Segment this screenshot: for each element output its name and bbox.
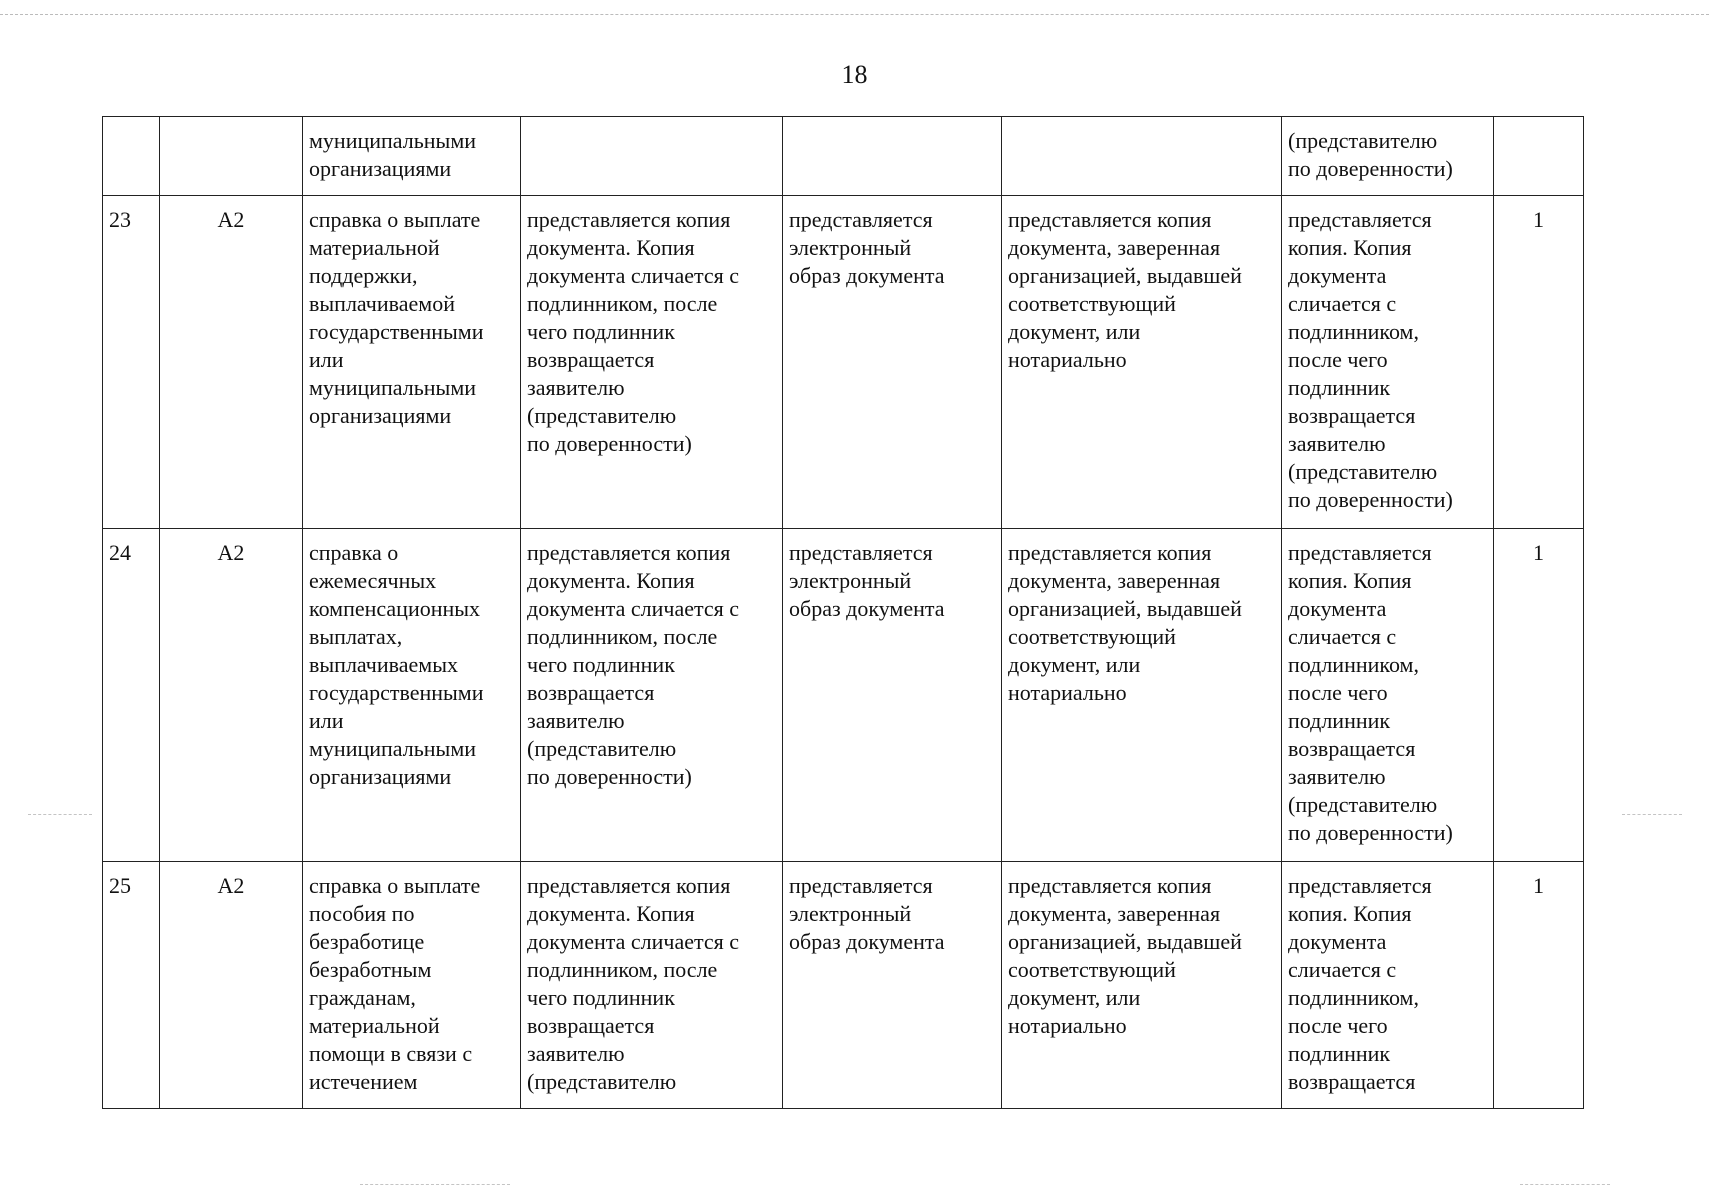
scan-artifact (1520, 1184, 1610, 1186)
cell-document-name: муниципальными организациями (303, 117, 521, 196)
cell-num (103, 117, 160, 196)
cell-original-handling: представляется копия. Копия документа сличается с подлинником, после чего подлинник возвращается (1282, 862, 1494, 1109)
cell-original-handling: представляется копия. Копия документа сличается с подлинником, после чего подлинник возвращается заявителю (представителю по доверенности) (1282, 529, 1494, 862)
cell-paper-submission: представляется копия документа. Копия документа сличается с подлинником, после чего подлинник возвращается заявителю (представителю (521, 862, 783, 1109)
cell-num: 24 (103, 529, 160, 862)
cell-count: 1 (1494, 529, 1584, 862)
cell-num: 23 (103, 196, 160, 529)
cell-count: 1 (1494, 862, 1584, 1109)
cell-certification: представляется копия документа, заверенная организацией, выдавшей соответствующий документ, или нотариально (1002, 862, 1282, 1109)
table-row (103, 862, 1584, 1109)
cell-count (1494, 117, 1584, 196)
cell-certification: представляется копия документа, заверенная организацией, выдавшей соответствующий документ, или нотариально (1002, 196, 1282, 529)
cell-certification: представляется копия документа, заверенная организацией, выдавшей соответствующий документ, или нотариально (1002, 529, 1282, 862)
cell-count: 1 (1494, 196, 1584, 529)
cell-document-name: справка о ежемесячных компенсационных выплатах, выплачиваемых государственными или муниципальными организациями (303, 529, 521, 862)
cell-electronic-submission: представляется электронный образ документа (783, 862, 1002, 1109)
cell-original-handling: (представителю по доверенности) (1282, 117, 1494, 196)
cell-certification (1002, 117, 1282, 196)
scan-artifact (1622, 814, 1682, 816)
cell-code: А2 (160, 529, 303, 862)
cell-paper-submission: представляется копия документа. Копия документа сличается с подлинником, после чего подлинник возвращается заявителю (представителю по доверенности) (521, 529, 783, 862)
cell-original-handling: представляется копия. Копия документа сличается с подлинником, после чего подлинник возвращается заявителю (представителю по доверенности) (1282, 196, 1494, 529)
cell-paper-submission (521, 117, 783, 196)
scan-artifact (28, 814, 92, 816)
cell-document-name: справка о выплате материальной поддержки, выплачиваемой государственными или муниципальными организациями (303, 196, 521, 529)
top-scan-rule (0, 14, 1709, 15)
cell-electronic-submission: представляется электронный образ документа (783, 196, 1002, 529)
document-table (102, 116, 1584, 1109)
cell-code: А2 (160, 196, 303, 529)
cell-electronic-submission (783, 117, 1002, 196)
cell-code (160, 117, 303, 196)
cell-paper-submission: представляется копия документа. Копия документа сличается с подлинником, после чего подлинник возвращается заявителю (представителю по доверенности) (521, 196, 783, 529)
cell-code: А2 (160, 862, 303, 1109)
table-row-continuation (103, 117, 1584, 196)
scan-artifact (360, 1184, 510, 1186)
cell-document-name: справка о выплате пособия по безработице безработным гражданам, материальной помощи в связи с истечением (303, 862, 521, 1109)
cell-electronic-submission: представляется электронный образ документа (783, 529, 1002, 862)
table-row (103, 529, 1584, 862)
table-row (103, 196, 1584, 529)
cell-num: 25 (103, 862, 160, 1109)
page-number: 18 (841, 60, 868, 89)
